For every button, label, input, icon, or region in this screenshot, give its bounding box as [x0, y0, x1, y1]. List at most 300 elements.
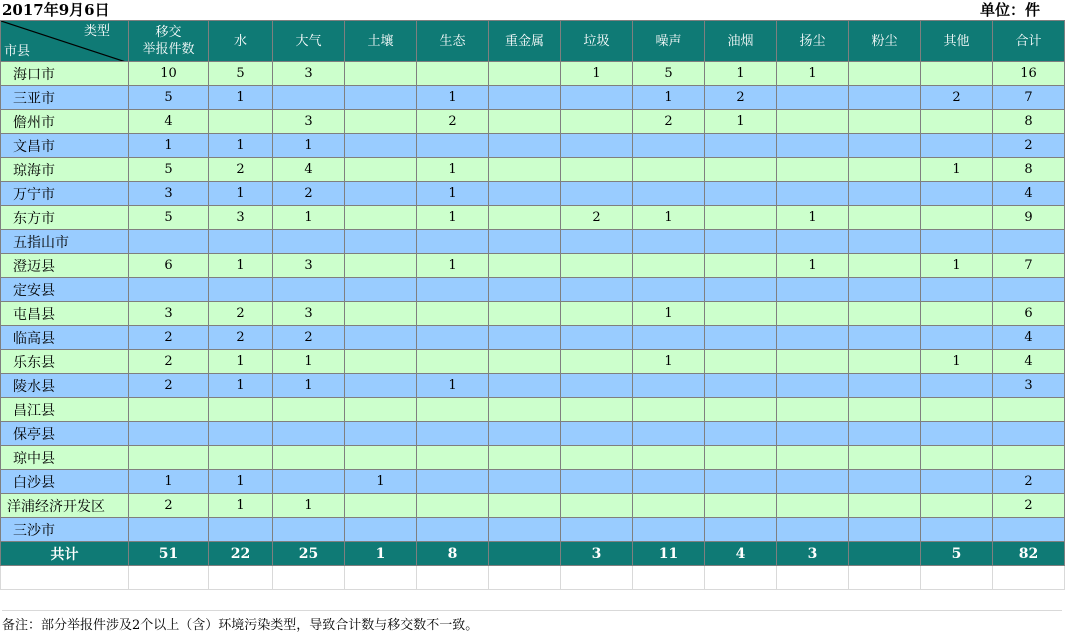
- value-cell: [633, 134, 705, 158]
- value-cell: 1: [561, 62, 633, 86]
- value-cell: [705, 254, 777, 278]
- value-cell: [273, 446, 345, 470]
- value-cell: 1: [777, 62, 849, 86]
- value-cell: [849, 494, 921, 518]
- value-cell: 1: [209, 134, 273, 158]
- value-cell: 1: [273, 350, 345, 374]
- value-cell: [633, 374, 705, 398]
- value-cell: 2: [129, 494, 209, 518]
- table-row: [1, 302, 1065, 326]
- col-header: 水: [209, 21, 273, 62]
- city-name-cell: 琼海市: [1, 158, 129, 182]
- table-row: [1, 398, 1065, 422]
- blank-cell: [993, 566, 1065, 590]
- value-cell: [849, 86, 921, 110]
- value-cell: [921, 62, 993, 86]
- value-cell: [561, 110, 633, 134]
- value-cell: [489, 206, 561, 230]
- city-name-cell: 屯昌县: [1, 302, 129, 326]
- value-cell: [417, 422, 489, 446]
- value-cell: [273, 422, 345, 446]
- value-cell: [993, 230, 1065, 254]
- value-cell: [345, 494, 417, 518]
- city-name-cell: 白沙县: [1, 470, 129, 494]
- city-name-cell: 澄迈县: [1, 254, 129, 278]
- total-cell: 5: [921, 542, 993, 566]
- value-cell: 3: [273, 302, 345, 326]
- value-cell: [921, 182, 993, 206]
- value-cell: [633, 494, 705, 518]
- value-cell: [489, 422, 561, 446]
- value-cell: 5: [129, 158, 209, 182]
- value-cell: [777, 182, 849, 206]
- blank-cell: [921, 566, 993, 590]
- value-cell: 4: [273, 158, 345, 182]
- value-cell: 2: [705, 86, 777, 110]
- table-row: [1, 350, 1065, 374]
- value-cell: [849, 134, 921, 158]
- city-name-cell: 万宁市: [1, 182, 129, 206]
- value-cell: [633, 470, 705, 494]
- blank-cell: [489, 566, 561, 590]
- blank-cell: [705, 566, 777, 590]
- value-cell: [633, 230, 705, 254]
- col-header-transfer-line2: 举报件数: [142, 42, 195, 57]
- value-cell: [489, 374, 561, 398]
- value-cell: [345, 422, 417, 446]
- value-cell: 1: [273, 134, 345, 158]
- value-cell: [273, 398, 345, 422]
- value-cell: [561, 446, 633, 470]
- col-header-transfer: [129, 21, 209, 62]
- table-row: [1, 158, 1065, 182]
- value-cell: [345, 62, 417, 86]
- value-cell: [345, 350, 417, 374]
- table-body: [1, 62, 1065, 590]
- value-cell: [345, 158, 417, 182]
- value-cell: 3: [273, 62, 345, 86]
- corner-type-label: 类型: [83, 24, 110, 39]
- value-cell: [489, 446, 561, 470]
- value-cell: 2: [921, 86, 993, 110]
- city-name-cell: 儋州市: [1, 110, 129, 134]
- value-cell: [777, 110, 849, 134]
- blank-cell: [849, 566, 921, 590]
- total-cell: 3: [777, 542, 849, 566]
- value-cell: 1: [921, 158, 993, 182]
- value-cell: 1: [417, 182, 489, 206]
- value-cell: [489, 302, 561, 326]
- value-cell: [417, 278, 489, 302]
- value-cell: [921, 398, 993, 422]
- corner-city-label: 市县: [4, 44, 31, 59]
- value-cell: [129, 278, 209, 302]
- value-cell: 1: [705, 62, 777, 86]
- value-cell: 1: [633, 302, 705, 326]
- value-cell: 2: [129, 374, 209, 398]
- value-cell: 2: [993, 470, 1065, 494]
- table-row: [1, 254, 1065, 278]
- value-cell: [705, 182, 777, 206]
- value-cell: 2: [273, 182, 345, 206]
- total-row: [1, 542, 1065, 566]
- table-row: [1, 518, 1065, 542]
- value-cell: [921, 110, 993, 134]
- col-header: 扬尘: [777, 21, 849, 62]
- value-cell: [489, 230, 561, 254]
- city-name-cell: 昌江县: [1, 398, 129, 422]
- blank-cell: [1, 566, 129, 590]
- value-cell: [633, 254, 705, 278]
- table-row: [1, 62, 1065, 86]
- value-cell: 1: [273, 374, 345, 398]
- value-cell: [633, 422, 705, 446]
- value-cell: [417, 518, 489, 542]
- value-cell: [705, 446, 777, 470]
- col-header: 合计: [993, 21, 1065, 62]
- value-cell: [273, 278, 345, 302]
- value-cell: [993, 398, 1065, 422]
- value-cell: [489, 398, 561, 422]
- col-header: 生态: [417, 21, 489, 62]
- value-cell: [345, 86, 417, 110]
- value-cell: [417, 62, 489, 86]
- report-header: [0, 0, 1066, 20]
- col-header: 其他: [921, 21, 993, 62]
- value-cell: [849, 398, 921, 422]
- value-cell: [561, 254, 633, 278]
- value-cell: [705, 302, 777, 326]
- value-cell: [273, 518, 345, 542]
- value-cell: [777, 398, 849, 422]
- value-cell: [849, 302, 921, 326]
- value-cell: 3: [273, 110, 345, 134]
- report-date: 2017年9月6日: [2, 1, 110, 19]
- value-cell: 1: [209, 470, 273, 494]
- value-cell: 2: [209, 326, 273, 350]
- value-cell: [993, 278, 1065, 302]
- value-cell: 2: [129, 326, 209, 350]
- value-cell: [849, 470, 921, 494]
- value-cell: 1: [345, 470, 417, 494]
- value-cell: [921, 446, 993, 470]
- city-name-cell: 洋浦经济开发区: [1, 494, 129, 518]
- value-cell: [345, 278, 417, 302]
- city-name-cell: 临高县: [1, 326, 129, 350]
- value-cell: [633, 326, 705, 350]
- value-cell: [921, 134, 993, 158]
- value-cell: [417, 350, 489, 374]
- value-cell: [561, 494, 633, 518]
- city-name-cell: 乐东县: [1, 350, 129, 374]
- value-cell: [489, 518, 561, 542]
- value-cell: [561, 158, 633, 182]
- value-cell: [849, 278, 921, 302]
- col-header: 油烟: [705, 21, 777, 62]
- blank-cell: [561, 566, 633, 590]
- value-cell: 1: [633, 86, 705, 110]
- value-cell: [561, 182, 633, 206]
- value-cell: [921, 422, 993, 446]
- value-cell: [849, 374, 921, 398]
- value-cell: [345, 110, 417, 134]
- city-name-cell: 海口市: [1, 62, 129, 86]
- value-cell: [777, 302, 849, 326]
- total-cell: 51: [129, 542, 209, 566]
- report-unit: 单位：件: [979, 1, 1040, 19]
- table-row: [1, 494, 1065, 518]
- value-cell: 6: [993, 302, 1065, 326]
- value-cell: [561, 374, 633, 398]
- table-row: [1, 110, 1065, 134]
- blank-cell: [129, 566, 209, 590]
- col-header: 重金属: [489, 21, 561, 62]
- value-cell: [849, 518, 921, 542]
- value-cell: [561, 230, 633, 254]
- value-cell: 1: [129, 470, 209, 494]
- value-cell: [921, 374, 993, 398]
- value-cell: [705, 398, 777, 422]
- table-row: [1, 206, 1065, 230]
- value-cell: [777, 422, 849, 446]
- value-cell: 10: [129, 62, 209, 86]
- value-cell: 1: [209, 86, 273, 110]
- value-cell: 1: [273, 206, 345, 230]
- value-cell: [777, 230, 849, 254]
- value-cell: [633, 518, 705, 542]
- total-label: 共计: [1, 542, 129, 566]
- value-cell: [345, 134, 417, 158]
- value-cell: [849, 422, 921, 446]
- value-cell: [345, 230, 417, 254]
- total-cell: 25: [273, 542, 345, 566]
- value-cell: [345, 302, 417, 326]
- city-name-cell: 东方市: [1, 206, 129, 230]
- value-cell: [777, 446, 849, 470]
- value-cell: 7: [993, 254, 1065, 278]
- value-cell: [561, 518, 633, 542]
- city-name-cell: 三亚市: [1, 86, 129, 110]
- value-cell: [849, 62, 921, 86]
- city-name-cell: 三沙市: [1, 518, 129, 542]
- value-cell: [129, 446, 209, 470]
- value-cell: 1: [273, 494, 345, 518]
- value-cell: [273, 470, 345, 494]
- value-cell: [849, 206, 921, 230]
- value-cell: [489, 110, 561, 134]
- value-cell: 1: [209, 374, 273, 398]
- blank-cell: [777, 566, 849, 590]
- value-cell: [345, 182, 417, 206]
- value-cell: [417, 494, 489, 518]
- value-cell: [345, 206, 417, 230]
- total-cell: 3: [561, 542, 633, 566]
- value-cell: [633, 398, 705, 422]
- value-cell: [489, 158, 561, 182]
- value-cell: [777, 86, 849, 110]
- value-cell: [489, 134, 561, 158]
- value-cell: 7: [993, 86, 1065, 110]
- value-cell: [993, 422, 1065, 446]
- value-cell: 1: [777, 254, 849, 278]
- value-cell: [489, 278, 561, 302]
- value-cell: [777, 326, 849, 350]
- value-cell: [705, 374, 777, 398]
- value-cell: 1: [921, 254, 993, 278]
- value-cell: 1: [209, 350, 273, 374]
- value-cell: [209, 278, 273, 302]
- value-cell: [209, 518, 273, 542]
- value-cell: 2: [273, 326, 345, 350]
- value-cell: 5: [633, 62, 705, 86]
- value-cell: 3: [273, 254, 345, 278]
- value-cell: [417, 302, 489, 326]
- value-cell: [561, 86, 633, 110]
- total-cell: [849, 542, 921, 566]
- table-row: [1, 86, 1065, 110]
- value-cell: 1: [417, 254, 489, 278]
- value-cell: [209, 230, 273, 254]
- value-cell: [849, 110, 921, 134]
- table-row: [1, 326, 1065, 350]
- value-cell: [209, 446, 273, 470]
- value-cell: [705, 326, 777, 350]
- value-cell: 2: [993, 134, 1065, 158]
- value-cell: [633, 182, 705, 206]
- value-cell: [705, 494, 777, 518]
- value-cell: [777, 134, 849, 158]
- table-row: [1, 470, 1065, 494]
- value-cell: [417, 446, 489, 470]
- value-cell: [849, 182, 921, 206]
- table-row: [1, 374, 1065, 398]
- value-cell: [489, 350, 561, 374]
- value-cell: [345, 518, 417, 542]
- value-cell: [633, 278, 705, 302]
- value-cell: [561, 134, 633, 158]
- value-cell: 4: [993, 182, 1065, 206]
- col-header: 土壤: [345, 21, 417, 62]
- city-name-cell: 保亭县: [1, 422, 129, 446]
- value-cell: 2: [129, 350, 209, 374]
- value-cell: 16: [993, 62, 1065, 86]
- value-cell: [129, 422, 209, 446]
- value-cell: [921, 278, 993, 302]
- blank-cell: [273, 566, 345, 590]
- value-cell: 9: [993, 206, 1065, 230]
- value-cell: [921, 302, 993, 326]
- value-cell: 1: [129, 134, 209, 158]
- col-header: 垃圾: [561, 21, 633, 62]
- value-cell: 1: [209, 494, 273, 518]
- value-cell: [489, 182, 561, 206]
- value-cell: [417, 326, 489, 350]
- value-cell: [993, 518, 1065, 542]
- complaint-table: [0, 20, 1065, 590]
- table-row: [1, 422, 1065, 446]
- value-cell: [417, 230, 489, 254]
- city-name-cell: 琼中县: [1, 446, 129, 470]
- blank-cell: [345, 566, 417, 590]
- blank-cell: [209, 566, 273, 590]
- value-cell: 1: [209, 182, 273, 206]
- value-cell: [921, 230, 993, 254]
- value-cell: 2: [561, 206, 633, 230]
- city-name-cell: 文昌市: [1, 134, 129, 158]
- value-cell: [345, 374, 417, 398]
- value-cell: 1: [209, 254, 273, 278]
- value-cell: [489, 326, 561, 350]
- total-cell: 4: [705, 542, 777, 566]
- value-cell: [921, 494, 993, 518]
- value-cell: 3: [993, 374, 1065, 398]
- value-cell: 2: [209, 158, 273, 182]
- value-cell: [209, 398, 273, 422]
- total-cell: 8: [417, 542, 489, 566]
- value-cell: [777, 470, 849, 494]
- value-cell: 1: [705, 110, 777, 134]
- value-cell: [209, 110, 273, 134]
- value-cell: 1: [417, 158, 489, 182]
- value-cell: [561, 350, 633, 374]
- value-cell: [921, 206, 993, 230]
- value-cell: [849, 254, 921, 278]
- value-cell: 2: [209, 302, 273, 326]
- value-cell: [705, 470, 777, 494]
- value-cell: 3: [209, 206, 273, 230]
- value-cell: 3: [129, 302, 209, 326]
- value-cell: [561, 278, 633, 302]
- value-cell: 1: [633, 206, 705, 230]
- value-cell: 8: [993, 158, 1065, 182]
- value-cell: [489, 254, 561, 278]
- value-cell: [849, 350, 921, 374]
- value-cell: 3: [129, 182, 209, 206]
- value-cell: [705, 518, 777, 542]
- city-name-cell: 定安县: [1, 278, 129, 302]
- value-cell: [705, 230, 777, 254]
- corner-header: [1, 21, 129, 62]
- value-cell: 5: [129, 206, 209, 230]
- value-cell: 1: [417, 86, 489, 110]
- value-cell: 2: [633, 110, 705, 134]
- value-cell: [777, 374, 849, 398]
- value-cell: [417, 398, 489, 422]
- total-cell: 1: [345, 542, 417, 566]
- value-cell: [561, 470, 633, 494]
- value-cell: [489, 62, 561, 86]
- footnote: 备注：部分举报件涉及2个以上（含）环境污染类型，导致合计数与移交数不一致。: [2, 610, 1062, 633]
- value-cell: 1: [417, 374, 489, 398]
- value-cell: 1: [417, 206, 489, 230]
- value-cell: [417, 134, 489, 158]
- value-cell: [561, 422, 633, 446]
- value-cell: [921, 326, 993, 350]
- value-cell: [273, 86, 345, 110]
- value-cell: [777, 350, 849, 374]
- blank-row: [1, 566, 1065, 590]
- value-cell: [345, 398, 417, 422]
- city-name-cell: 五指山市: [1, 230, 129, 254]
- value-cell: [209, 422, 273, 446]
- value-cell: 5: [129, 86, 209, 110]
- value-cell: [705, 278, 777, 302]
- value-cell: [777, 158, 849, 182]
- total-cell: [489, 542, 561, 566]
- value-cell: [777, 518, 849, 542]
- value-cell: [561, 302, 633, 326]
- value-cell: 4: [993, 326, 1065, 350]
